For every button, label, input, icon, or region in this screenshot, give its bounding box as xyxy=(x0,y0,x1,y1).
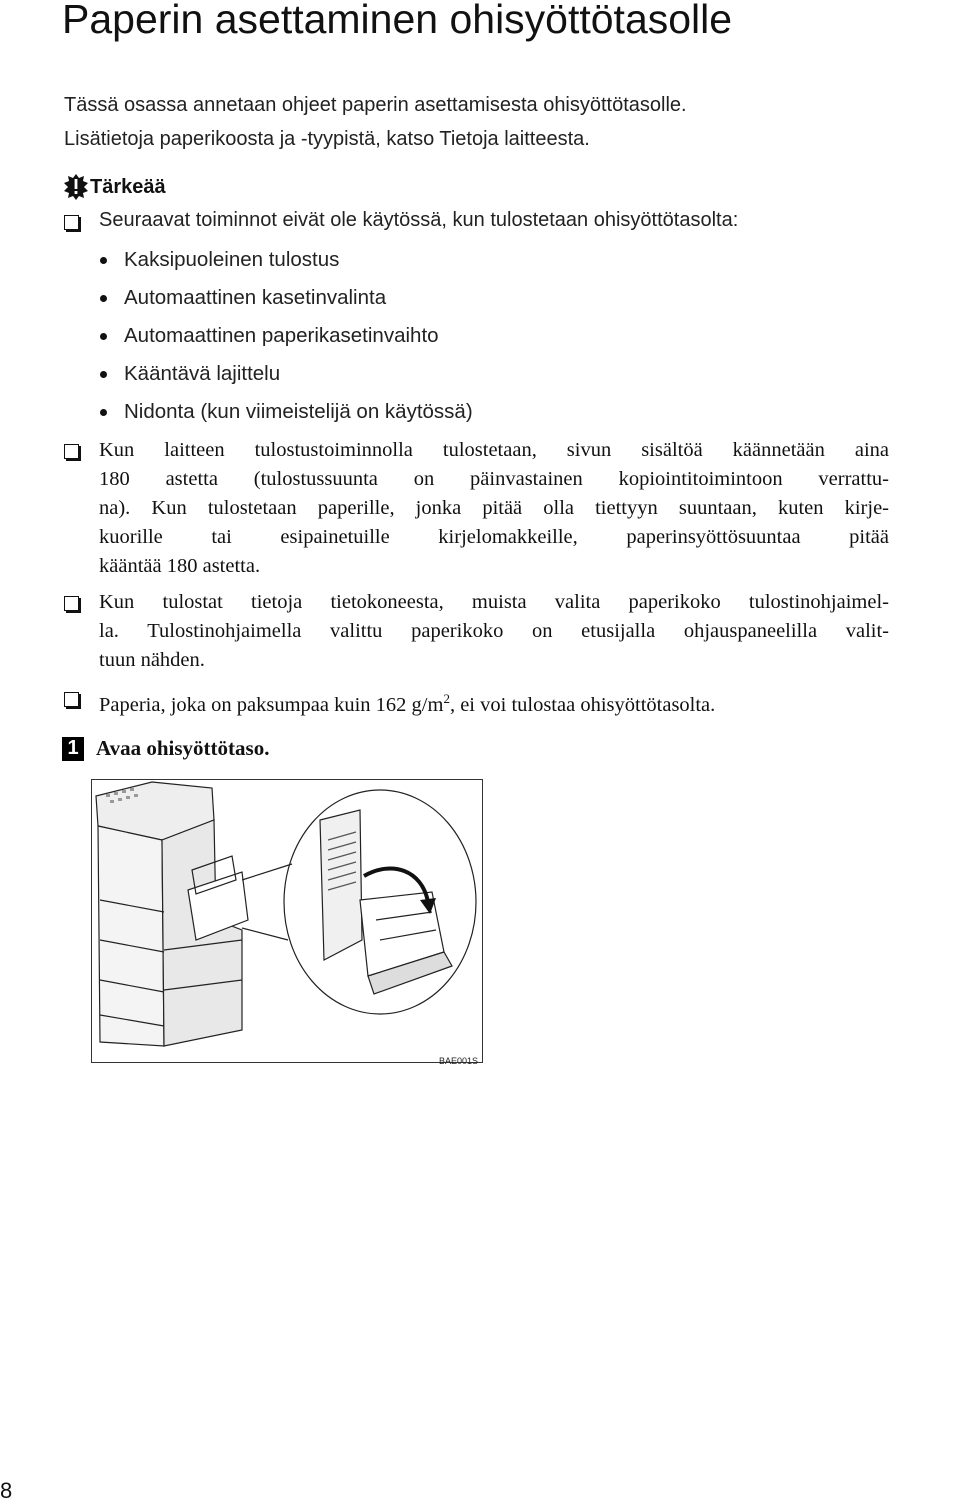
note-2-text: Kun laitteen tulostustoiminnolla tulostetaan, sivun sisältöä käännetään aina 180 astetta (tulostussuunta on päinvastainen kopiointitoimintoon verrattu- na). Kun tulostetaan paperille, jonka pitää olla tiettyyn suuntaan, kuten kirje- kuorille tai esipainetuille kirjelomakkeille, paperinsyöttösuuntaa pitää kääntää 180 astetta. xyxy=(99,439,889,577)
checkbox-bullet-icon xyxy=(64,215,79,230)
note-4-text: Paperia, joka on paksumpaa kuin 162 $g/m^2$, ei voi tulostaa ohisyöttötasolta. xyxy=(99,691,716,716)
list-item: Automaattinen kasetinvalinta xyxy=(60,285,960,323)
page-number: 8 xyxy=(0,1478,13,1503)
printer-bypass-tray-illustration xyxy=(91,779,483,1063)
list-item: Automaattinen paperikasetinvaihto xyxy=(60,323,960,361)
checkbox-bullet-icon xyxy=(64,444,79,459)
step-label: Avaa ohisyöttötaso. xyxy=(96,736,270,760)
checkbox-bullet-icon xyxy=(64,692,79,707)
step-1 xyxy=(62,736,269,761)
list-item: Kääntävä lajittelu xyxy=(60,361,960,399)
note-3-text: Kun tulostat tietoja tietokoneesta, muista valita paperikoko tulostinohjaimel- la. Tulostinohjaimella valittu paperikoko on etusijalla ohjauspaneelilla valit- tuun nähden. xyxy=(99,591,889,671)
note-4 xyxy=(60,684,960,720)
intro-line-2: Lisätietoja paperikoosta ja -tyypistä, katso Tietoja laitteesta. xyxy=(64,128,590,150)
figure-code: BAE001S xyxy=(439,1056,479,1066)
checkbox-bullet-icon xyxy=(64,596,79,611)
printer-illustration-icon xyxy=(92,780,482,1062)
list-item: Nidonta (kun viimeistelijä on käytössä) xyxy=(60,399,960,437)
intro-line-1: Tässä osassa annetaan ohjeet paperin asettamisesta ohisyöttötasolle. xyxy=(64,94,687,116)
note-2 xyxy=(60,436,960,581)
intro-text xyxy=(64,88,687,156)
step-number: 1 xyxy=(62,737,84,761)
important-label: Tärkeää xyxy=(90,175,166,198)
note-1-text: Seuraavat toiminnot eivät ole käytössä, kun tulostetaan ohisyöttötasolta: xyxy=(99,209,739,231)
important-exclamation-icon xyxy=(64,174,88,200)
note-3 xyxy=(60,588,960,675)
important-heading xyxy=(64,174,166,200)
list-item: Kaksipuoleinen tulostus xyxy=(60,247,960,285)
note-1 xyxy=(60,207,960,437)
note-1-bullet-list xyxy=(60,247,960,437)
page-title: Paperin asettaminen ohisyöttötasolle xyxy=(62,0,733,42)
